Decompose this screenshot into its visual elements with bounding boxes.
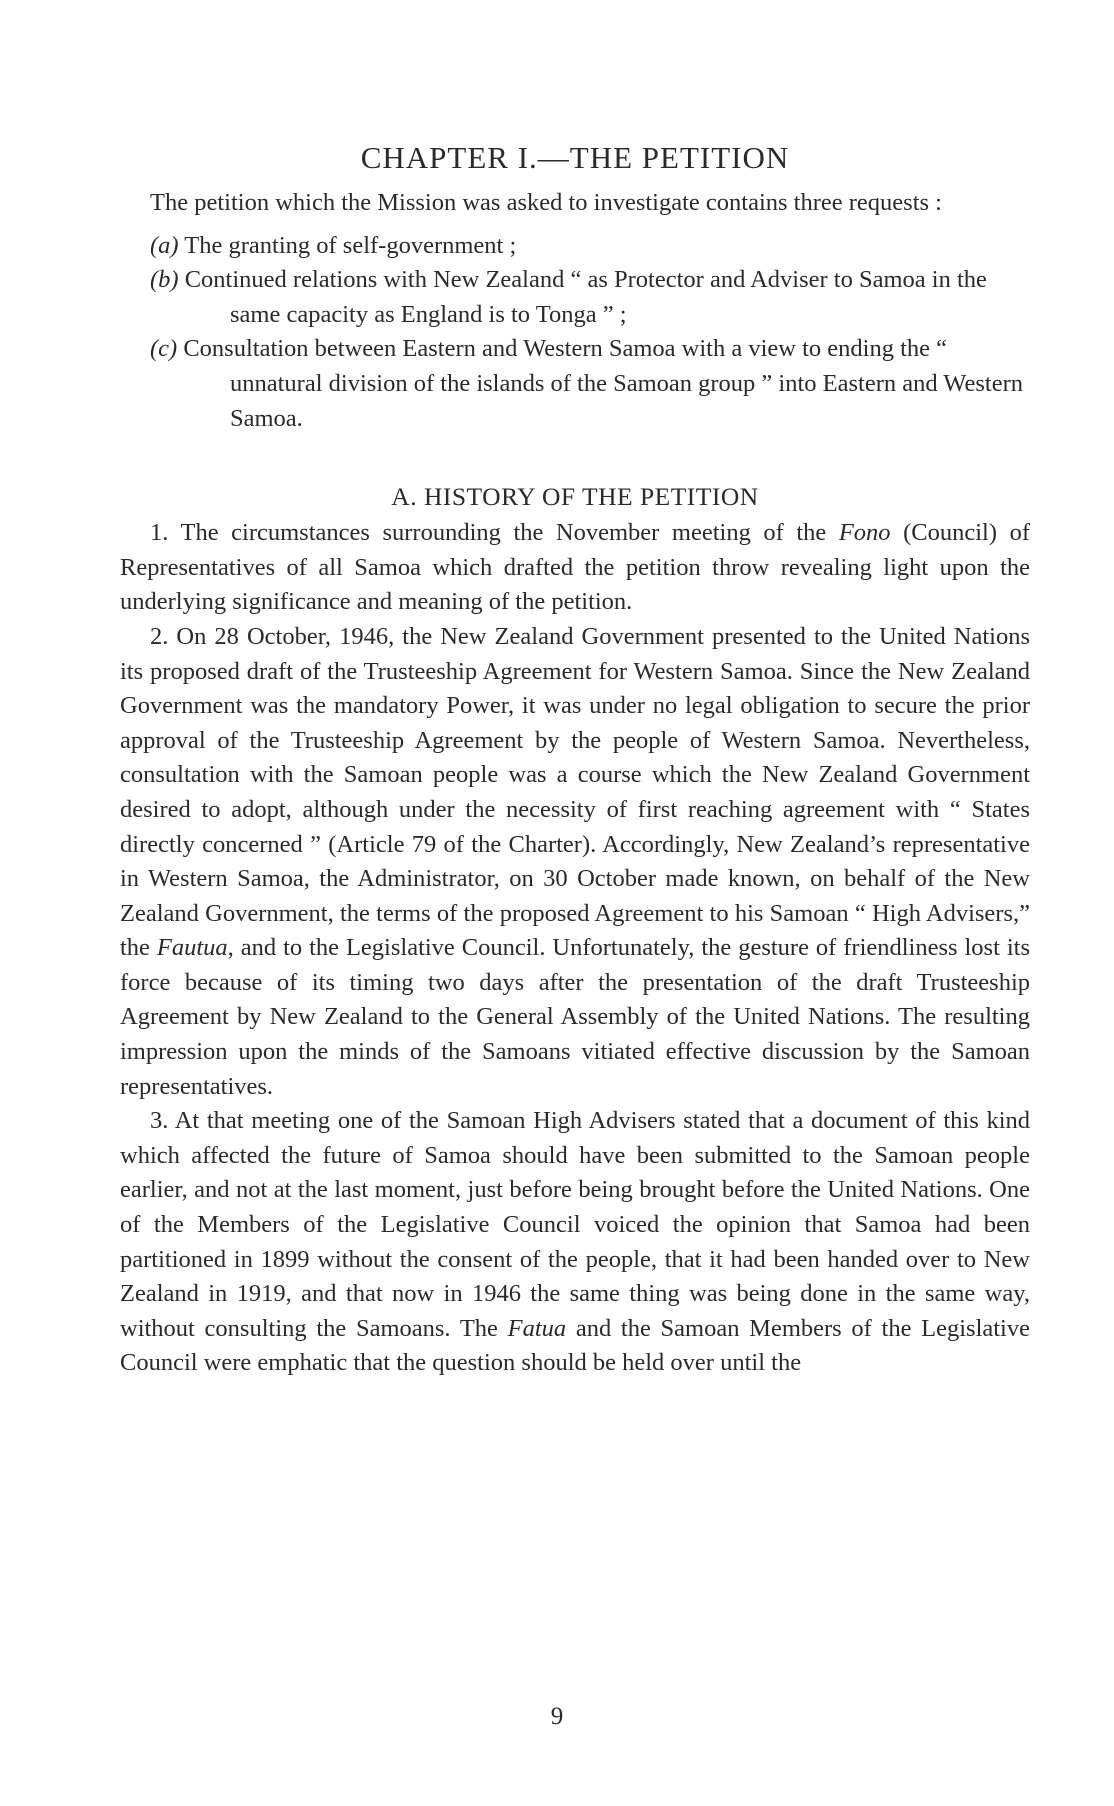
italic-term: Fono xyxy=(838,519,891,547)
request-item-b xyxy=(120,263,1030,332)
chapter-title: CHAPTER I.—THE PETITION xyxy=(360,140,790,175)
request-text: The granting of self-government ; xyxy=(184,231,517,259)
italic-term: Fatua xyxy=(507,1314,567,1342)
request-text: Consultation between Eastern and Western Samoa with a view to ending the “ unnatural division of the islands of the Samoan group ” into Eastern and Western Samoa. xyxy=(183,335,1023,432)
request-item-c xyxy=(120,332,1030,436)
page-number: 9 xyxy=(550,1703,564,1730)
italic-term: Fautua xyxy=(156,934,228,962)
request-label: (b) xyxy=(150,266,179,294)
section-title: A. HISTORY OF THE PETITION xyxy=(391,482,759,512)
requests-list xyxy=(120,229,1030,437)
request-item-a xyxy=(120,229,1030,264)
request-text: Continued relations with New Zealand “ as Protector and Adviser to Samoa in the same capacity as England is to Tonga ” ; xyxy=(184,266,987,328)
request-label: (c) xyxy=(150,335,178,363)
intro-paragraph: The petition which the Mission was asked to investigate contains three requests : xyxy=(150,189,942,216)
paragraph-3: 3. At that meeting one of the Samoan High Advisers stated that a document of this kind which affected the future of Samoa should have been submitted to the Samoan people earlier, and not at the last moment, just before being brought before the United Nations. One of the Members of the Legislative Council voiced the opinion that Samoa had been partitioned in 1899 without the consent of the people, that it had been handed over to New Zealand in 1919, and that now in 1946 the same thing was being done in the same way, without consulting the Samoans. The Fatua and the Samoan Members of the Legislative Council were emphatic that the question should be held over until the xyxy=(120,1107,1030,1377)
document-page xyxy=(120,140,1030,1381)
request-label: (a) xyxy=(150,231,179,259)
paragraph-1: 1. The circumstances surrounding the November meeting of the Fono (Council) of Representatives of all Samoa which drafted the petition throw revealing light upon the underlying significance and meaning of the petition. xyxy=(120,519,1030,616)
paragraph-2: 2. On 28 October, 1946, the New Zealand Government presented to the United Nations its proposed draft of the Trusteeship Agreement for Western Samoa. Since the New Zealand Government was the mandatory Power, it was under no legal obligation to secure the prior approval of the Trusteeship Agreement by the people of Western Samoa. Nevertheless, consultation with the Samoan people was a course which the New Zealand Government desired to adopt, although under the necessity of first reaching agreement with “ States directly concerned ” (Article 79 of the Charter). Accordingly, New Zealand’s representative in Western Samoa, the Administrator, on 30 October made known, on behalf of the New Zealand Government, the terms of the proposed Agreement to his Samoan “ High Advisers,” the Fautua, and to the Legislative Council. Unfortunately, the gesture of friendliness lost its force because of its timing two days after the presentation of the draft Trusteeship Agreement by New Zealand to the General Assembly of the United Nations. The resulting impression upon the minds of the Samoans vitiated effective discussion by the Samoan representatives. xyxy=(120,622,1030,1100)
